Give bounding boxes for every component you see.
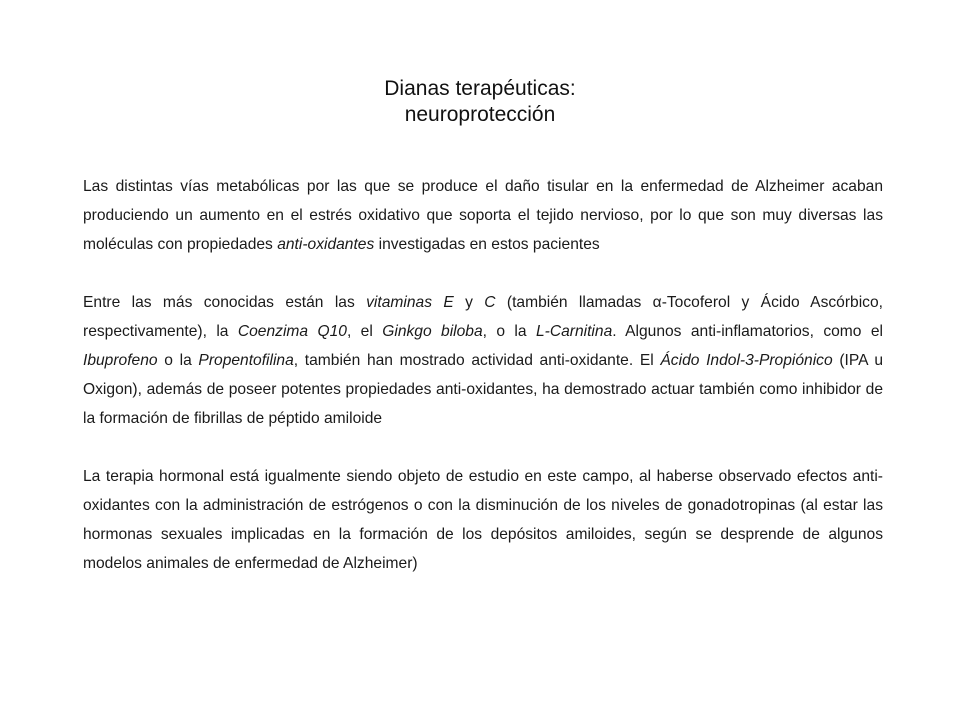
text-run: (también llamadas α-Tocoferol y Ácido Ascórbico, respectivamente), la [83, 294, 883, 340]
paragraph [83, 288, 883, 433]
paragraph [83, 462, 883, 578]
text-run: La terapia hormonal está igualmente siendo objeto de estudio en este campo, al haberse observado efectos anti-oxidantes con la administración de estrógenos o con la disminución de los niveles de gonadotropinas (al estar las hormonas sexuales implicadas en la formación de los depósitos amiloides, según se desprende de algunos modelos animales de enfermedad de Alzheimer) [83, 468, 883, 572]
slide-title [0, 76, 960, 128]
text-run: y [453, 294, 485, 311]
text-run: (IPA u Oxigon), además de poseer potentes propiedades anti-oxidantes, ha demostrado actuar también como inhibidor de la formación de fibrillas de péptido amiloide [83, 352, 883, 427]
italic-term: anti-oxidantes [277, 236, 375, 253]
text-run: Las distintas vías metabólicas por las que se produce el daño tisular en la enfermedad de Alzheimer acaban produciendo un aumento en el estrés oxidativo que soporta el tejido nervioso, por lo que son muy diversas las moléculas con propiedades [83, 178, 883, 253]
slide-body [83, 172, 883, 578]
italic-term: Propentofilina [198, 352, 294, 369]
italic-term: Ácido Indol-3-Propiónico [660, 352, 833, 369]
text-run: investigadas en estos pacientes [374, 236, 600, 253]
italic-term: L-Carnitina [535, 323, 613, 340]
italic-term: Coenzima Q10 [237, 323, 347, 340]
italic-term: C [484, 294, 496, 311]
italic-term: vitaminas E [366, 294, 454, 311]
text-run: , también han mostrado actividad anti-oxidante. El [293, 352, 661, 369]
text-run: . Algunos anti-inflamatorios, como el [612, 323, 883, 340]
title-line-1: Dianas terapéuticas: [384, 77, 576, 100]
title-line-2: neuroprotección [404, 103, 556, 126]
text-run: , o la [482, 323, 536, 340]
paragraph [83, 172, 883, 259]
italic-term: Ginkgo biloba [382, 323, 483, 340]
italic-term: Ibuprofeno [83, 352, 158, 369]
text-run: Entre las más conocidas están las [83, 294, 367, 311]
text-run: , el [346, 323, 383, 340]
text-run: o la [157, 352, 199, 369]
